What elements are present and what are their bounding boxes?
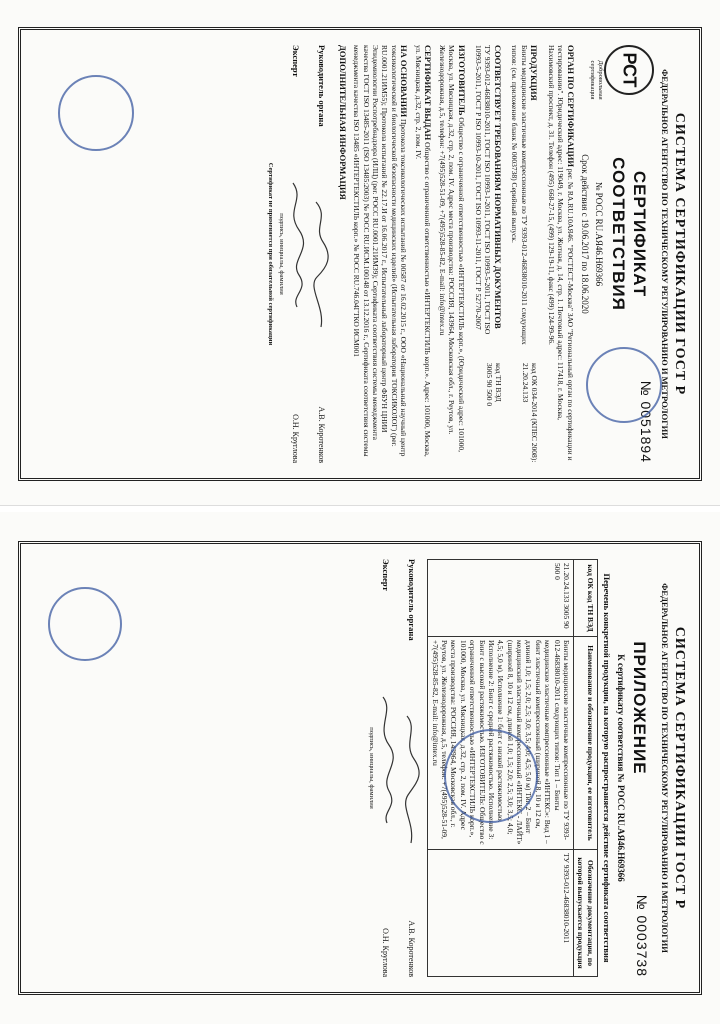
okp-code: 21.20.24.133	[521, 363, 531, 403]
valid-from: 19.06.2017	[580, 218, 591, 260]
organ-label: ОРГАН ПО СЕРТИФИКАЦИИ	[565, 45, 576, 167]
system-title: СИСТЕМА СЕРТИФИКАЦИИ ГОСТ Р	[672, 112, 687, 396]
head-signature-icon	[311, 197, 331, 337]
head-name: А.В. Коротенков	[317, 406, 327, 463]
certificate-footer: Сертификат не применяется при обязательной сертификации	[267, 162, 275, 346]
organ-stamp-icon	[586, 347, 662, 423]
validity-label: Срок действия с	[580, 154, 591, 217]
expert-name: О.Н. Круглова	[291, 414, 301, 463]
appendix-head-label: Руководитель органа	[406, 559, 417, 641]
appendix-serial: № 0003738	[634, 894, 650, 977]
col-name: Наименование и обозначение продукции, ее изготовитель	[574, 637, 598, 850]
appendix-expert-stamp-icon	[48, 587, 122, 661]
manufacturer-label: ИЗГОТОВИТЕЛЬ	[456, 45, 467, 116]
appendix-list-title: Перечень конкретной продукции, на которую распространяется действие сертификата соответствия	[602, 573, 613, 963]
appendix-expert-signature-icon	[375, 689, 395, 829]
appendix-frame	[10, 533, 710, 1003]
valid-to-label: по	[580, 261, 591, 271]
manufacturer-text: Общество с ограниченной ответственностью «ИНТЕРТЕКСТИЛЬ корп.», (Юридический адрес: 101000, Москва, ул. Мясницкая, д.32, стр. 2, пом. IV. Адрес места производства: РОССИЯ, 143964, Московская обл., г. Реутов, ул. Железнодорожная, д.5, телефон: +7(495)528-51-09, +7(495)528-85-82, E-mail: info@intex.ru	[437, 45, 466, 453]
issued-label: СЕРТИФИКАТ ВЫДАН	[423, 45, 434, 141]
tnved-label: код ТН ВЭД	[494, 363, 504, 402]
product-text: Бинты медицинские эластичные компрессионные по ТУ 9393-012-46838010-2011 следующих типов: (см. приложение бланк № 0003738) Серийный выпуск.	[510, 45, 529, 345]
tnved-code: 3005 90 500 0	[484, 363, 494, 407]
appendix-cert-ref: К сертификату соответствия № РОСС RU.АЯ46.Н69366	[615, 654, 626, 882]
expert-stamp-icon	[58, 75, 134, 151]
basis-text: Протокола токсикологических испытаний № 00587 от 16.02.2015 г., ООО «Национальный научный центр токсикологической и биологической безопасности медицинских изделий» (Испытательная лаборатория ТОКСИКОЛОГ) (рег. RU.0001.21ИМ55); Протокола испытаний № 22.17.И от 16.06.2017 г., Испытательный лабораторный центр ФБУН ЦНИИ Эпидемиологии Роспотребнадзора (ИЛЦ) (рег. РОСС RU.0001.21ИМ39); Сертификата соответствия системы менеджмента качества ГОСТ ISO 13485-2011 (ISO 13485:2003) № РОСС RU.ИСМ.100148 от 13.12.2016 г., Сертификата соответствия системы менеджмента качества ISO 13485 «ИНТЕРТЕКСТИЛЬ корп.» № POCC RU.746.04ГТКО ИСМ001	[352, 45, 409, 457]
table-header-row	[574, 560, 598, 977]
appendix-head-name: А.В. Коротенков	[407, 920, 417, 977]
sign-caption: подпись, инициалы, фамилия	[278, 213, 286, 295]
expert-signature-icon	[285, 175, 305, 315]
head-label: Руководитель органа	[316, 45, 327, 127]
appendix-expert-label: Эксперт	[380, 559, 391, 591]
conforms-text: ТУ 9393-012-46838010-2011, ГОСТ ISO 10993-1-2011, ГОСТ ISO 10993-5-2011, ГОСТ ISO 10993-5-2011, ГОСТ Р ISO 10993-10-2011, ГОСТ ISO 10993-11-2011, ГОСТ Р 52770-2007	[474, 45, 493, 335]
expert-signature-row	[285, 45, 305, 463]
logo-caption: Добровольная сертификация	[588, 60, 604, 100]
row-items: Бинты медицинские эластичные компрессионные по ТУ 9393-012-46838010-2011 следующих типов: Тип 1 – Бинты медицинские эластичные компрессионные «ИНТЕКС»: Вид 1 – бинт эластичный компрессионный (шириной 8, 10 и 12 см, длиной 1,0; 1,5; 2,0; 2,5; 3,0; 3,5; 4,0; 4,5; 5,0 м) Тип 2 – Бинт медицинский эластичный компрессионный «ИНТЕКС - ЛАЙТ» (шириной 8, 10 и 12 см, длиной 1,0; 1,5; 2,0; 2,5; 3,0; 3,5; 4,0; 4,5; 5,0 м). Исполнение 1: бинт с низкой растяжимостью. Исполнение 2: Бинт с средней растяжимостью. Исполнение 3: Бинт с высокой растяжимостью. ИЗГОТОВИТЕЛЬ: Общество с ограниченной ответственностью «ИНТЕРТЕКСТИЛЬ корп.», 101000, Москва, ул. Мясницкая, д.32, стр. 2, пом. IV. Адрес места производства: РОССИЯ, 143964, Московская обл., г. Реутов, ул. Железнодорожная, д.5, телефон: +7(495)528-51-09, +7(495)528-85-82, E-mail: info@intex.ru	[428, 637, 574, 850]
appendix-system-title: СИСТЕМА СЕРТИФИКАЦИИ ГОСТ Р	[672, 626, 687, 910]
appendix-title: ПРИЛОЖЕНИЕ	[629, 641, 649, 775]
head-signature-row	[311, 45, 331, 463]
certificate-number: РОСС RU.АЯ46.Н69366	[594, 192, 605, 287]
row-codes: 21.20.24.133 3005 90 500 0	[428, 560, 574, 637]
expert-label: Эксперт	[290, 45, 301, 77]
certificate-sheet	[0, 0, 720, 506]
certificate-serial: № 0051894	[637, 380, 654, 463]
extra-info-label: ДОПОЛНИТЕЛЬНАЯ ИНФОРМАЦИЯ	[337, 45, 348, 200]
okp-label: код ОК 034-2014 (КПЕС 2008):	[530, 363, 540, 463]
col-codes: код ОК код ТН ВЭД	[574, 560, 598, 637]
appendix-expert-name: О.Н. Круглова	[381, 928, 391, 977]
organ-text: рег. № RA.RU.10АЯ46. "РОСТЕСТ-Москва" ЗАО "Региональный орган по сертификации и тестированию". Юридический адрес: 119049, г. Москва, ул. Житная, д. 14, стр. 1. Почтовый адрес: 117418, г. Москва, Нахимовский проспект, д. 31. Телефон (495) 668-27-15, (499) 129-19-11, факс (499) 124-99-96.	[546, 45, 575, 461]
product-label: ПРОДУКЦИЯ	[529, 45, 540, 101]
certificate-frame	[10, 19, 710, 489]
rst-logo-icon: РСТ	[604, 45, 654, 95]
appendix-head-signature-icon	[401, 711, 421, 851]
row-docs: ТУ 9393-012-46838010-2011	[428, 850, 574, 977]
conforms-label: СООТВЕТСТВУЕТ ТРЕБОВАНИЯМ НОРМАТИВНЫХ ДОКУМЕНТОВ	[493, 45, 504, 329]
certificate-title: СЕРТИФИКАТ СООТВЕТСТВИЯ	[608, 157, 649, 311]
certificate-content	[28, 45, 688, 463]
appendix-expert-signature-row	[375, 559, 395, 977]
col-docs: Обозначение документации, по которой выпускается продукция	[574, 850, 598, 977]
appendix-head-signature-row	[401, 559, 421, 977]
company-stamp-icon	[444, 729, 538, 823]
issued-text: Общество с ограниченной ответственностью «ИНТЕРТЕКСТИЛЬ корп.». Адрес: 101000, Москва, ул. Мясницкая, д.32, стр. 2, пом. IV.	[413, 45, 433, 457]
basis-label: НА ОСНОВАНИИ	[399, 45, 410, 118]
appendix-sign-caption: подпись, инициалы, фамилия	[368, 727, 376, 809]
agency-title: ФЕДЕРАЛЬНОЕ АГЕНТСТВО ПО ТЕХНИЧЕСКОМУ РЕГУЛИРОВАНИЮ И МЕТРОЛОГИИ	[660, 69, 671, 439]
number-label: №	[594, 181, 605, 191]
appendix-content	[28, 559, 688, 977]
valid-to: 18.06.2020	[580, 273, 591, 314]
appendix-sheet	[0, 512, 720, 1024]
appendix-agency-title: ФЕДЕРАЛЬНОЕ АГЕНТСТВО ПО ТЕХНИЧЕСКОМУ РЕГУЛИРОВАНИЮ И МЕТРОЛОГИИ	[660, 583, 671, 953]
